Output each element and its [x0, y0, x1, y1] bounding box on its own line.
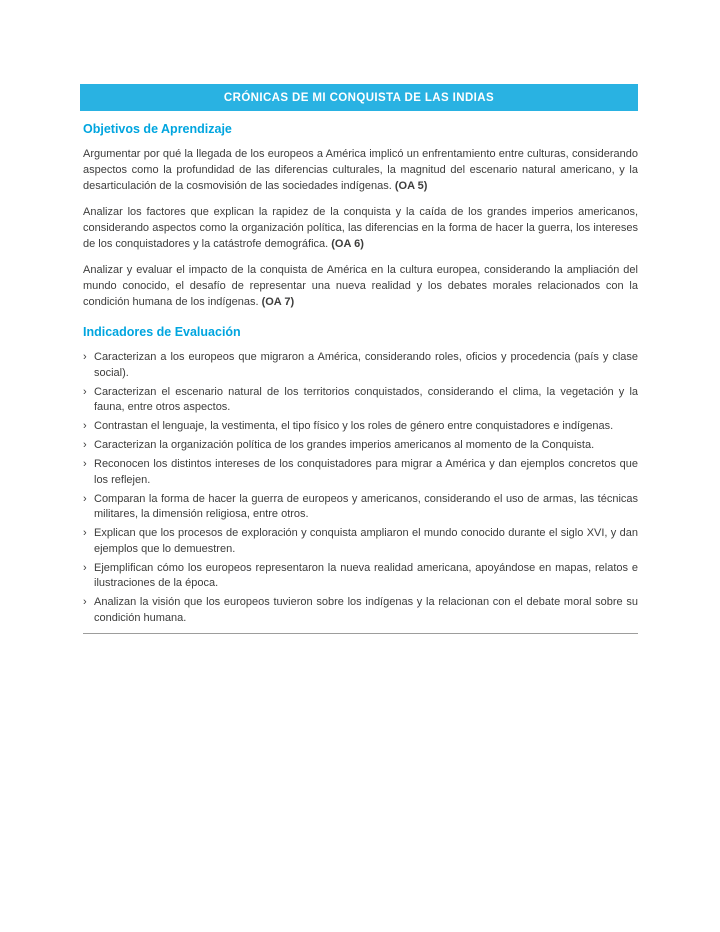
title-bar: [80, 84, 638, 111]
indicator-text: Reconocen los distintos intereses de los conquistadores para migrar a América y dan ejemplos concretos que los reflejen.: [94, 458, 638, 486]
indicator-item: [83, 595, 638, 626]
bullet-marker: ›: [83, 351, 87, 363]
indicator-item: [83, 419, 638, 435]
indicator-text: Ejemplifican cómo los europeos representaron la nueva realidad americana, apoyándose en mapas, relatos e ilustraciones de la época.: [94, 561, 638, 589]
objective-paragraph-1: [83, 146, 638, 194]
bottom-divider: [83, 633, 638, 634]
indicator-list: [83, 350, 638, 626]
heading-indicadores: Indicadores de Evaluación: [83, 325, 241, 339]
indicator-item: [83, 526, 638, 557]
bullet-marker: ›: [83, 458, 87, 470]
title-bar-text: CRÓNICAS DE MI CONQUISTA DE LAS INDIAS: [223, 91, 495, 104]
indicator-text: Comparan la forma de hacer la guerra de europeos y americanos, considerando el uso de armas, las técnicas militares, la dimensión religiosa, entre otros.: [94, 492, 638, 520]
objective-text: Argumentar por qué la llegada de los europeos a América implicó un enfrentamiento entre culturas, considerando aspectos como la profundidad de las diferencias culturales, la magnitud del escenario natural americano, y la desarticulación de la cosmovisión de las sociedades indígenas.: [83, 148, 638, 192]
document-content: [80, 122, 638, 634]
oa-code: (OA 6): [331, 238, 364, 250]
bullet-marker: ›: [83, 439, 87, 451]
indicator-text: Analizan la visión que los europeos tuvieron sobre los indígenas y la relacionan con el debate moral sobre su condición humana.: [94, 596, 638, 624]
indicator-item: [83, 561, 638, 592]
indicator-item: [83, 438, 638, 454]
indicator-text: Caracterizan el escenario natural de los territorios conquistados, considerando el clima, la vegetación y la fauna, entre otros aspectos.: [94, 385, 638, 413]
objective-text: Analizar y evaluar el impacto de la conquista de América en la cultura europea, considerando la ampliación del mundo conocido, el desafío de representar una nueva realidad y los debates morales relacionados con la condición humana de los indígenas.: [83, 264, 638, 308]
bullet-marker: ›: [83, 561, 87, 574]
bullet-marker: ›: [83, 420, 87, 432]
objective-text: Analizar los factores que explican la rapidez de la conquista y la caída de los grandes imperios americanos, considerando aspectos como la organización política, las diferencias en la forma de hacer la guerra, los intereses de los conquistadores y la catástrofe demográfica.: [83, 206, 638, 250]
indicator-text: Caracterizan a los europeos que migraron a América, considerando roles, oficios y procedencia (país y clase social).: [94, 351, 638, 379]
indicator-item: [83, 457, 638, 488]
objective-paragraph-3: [83, 262, 638, 310]
bullet-marker: ›: [83, 596, 87, 608]
indicator-item: [83, 350, 638, 381]
oa-code: (OA 7): [261, 296, 295, 308]
indicator-item: [83, 385, 638, 416]
bullet-marker: ›: [83, 385, 87, 398]
indicator-text: Contrastan el lenguaje, la vestimenta, el tipo físico y los roles de género entre conquistadores e indígenas.: [94, 420, 614, 432]
objective-paragraph-2: [83, 204, 638, 252]
bullet-marker: ›: [83, 527, 87, 539]
oa-code: (OA 5): [394, 180, 428, 192]
indicator-item: [83, 492, 638, 523]
indicator-text: Explican que los procesos de exploración y conquista ampliaron el mundo conocido durante el siglo XVI, y dan ejemplos que lo demuestren.: [94, 527, 638, 555]
heading-objetivos: Objetivos de Aprendizaje: [83, 122, 232, 136]
indicator-text: Caracterizan la organización política de los grandes imperios americanos al momento de la Conquista.: [94, 439, 595, 451]
bullet-marker: ›: [83, 492, 87, 505]
